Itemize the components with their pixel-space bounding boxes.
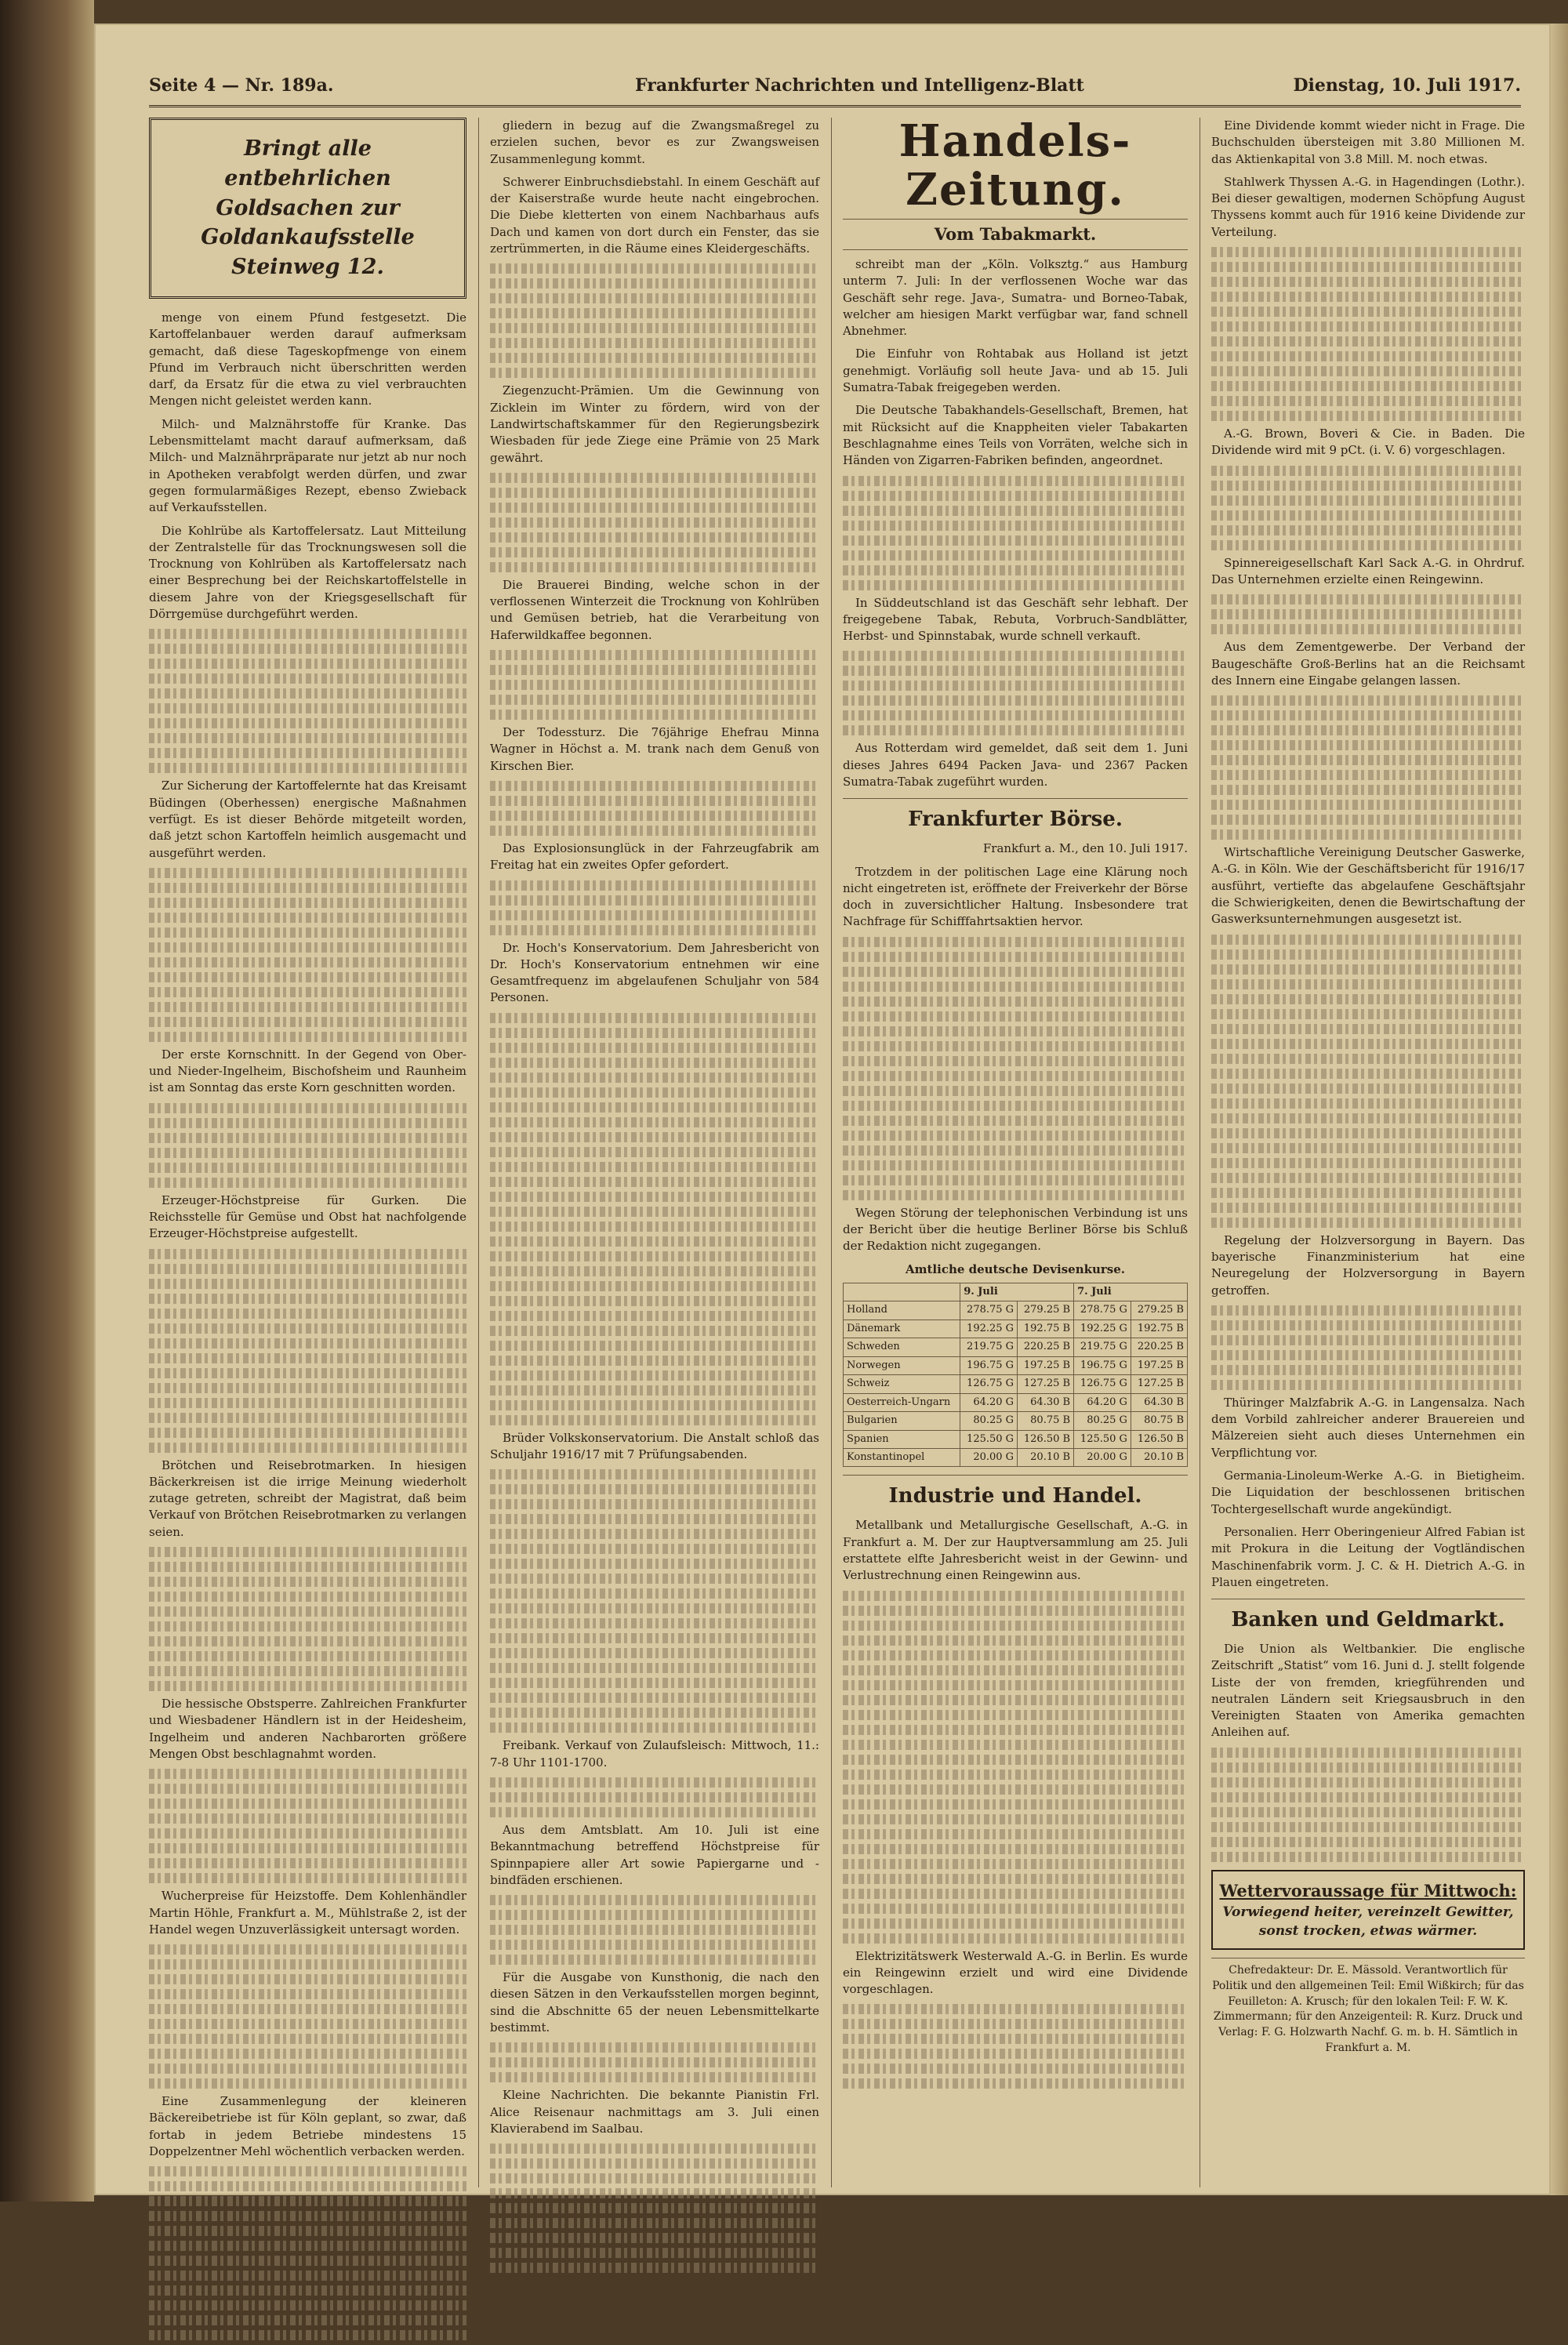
table-header <box>844 1283 960 1301</box>
paragraph: Die Union als Weltbankier. Die englische Zeitschrift „Statist“ vom 16. Juni d. J. stellt folgende Liste der von fremden, kriegführenden und neutralen Ländern seit Kriegsausbruch in den Vereinigten Staaten von Amerika gemachten Anleihen auf. <box>1211 1642 1525 1740</box>
text-filler <box>149 1103 466 1188</box>
text-filler <box>149 1769 466 1883</box>
heading-industrie-und-handel: Industrie und Handel. <box>843 1475 1188 1511</box>
rate-cell: 80.25 G <box>1074 1412 1131 1430</box>
paragraph: Wegen Störung der telephonischen Verbindung ist uns der Bericht über die heutige Berliner Börse bis Schluß der Redaktion nicht zugegangen. <box>843 1205 1188 1254</box>
text-filler <box>149 1249 466 1453</box>
paragraph: In Süddeutschland ist das Geschäft sehr lebhaft. Der freigegebene Tabak, Rebuta, Vorbruch-Sandblätter, Herbst- und Spinnstabak, wurde schnell verkauft. <box>843 595 1188 644</box>
text-filler <box>843 937 1188 1200</box>
rate-cell: 126.75 G <box>960 1375 1018 1393</box>
rate-cell: 196.75 G <box>960 1356 1018 1374</box>
paragraph: Die Kohlrübe als Kartoffelersatz. Laut Mitteilung der Zentralstelle für das Trocknungswesen soll die Trocknung von Kohlrüben als Kartoffelersatz nach einer Besprechung bei der Reichskartoffelstelle in diesem Jahre von der Kriegsgesellschaft für Dörrgemüse durchgeführt werden. <box>149 523 466 622</box>
paragraph: Die hessische Obstsperre. Zahlreichen Frankfurter und Wiesbadener Händlern ist in der Heidesheim, Ingelheim und anderen Nachbarorten größere Mengen Obst beschlagnahmt worden. <box>149 1697 466 1761</box>
paragraph: Die Brauerei Binding, welche schon in der verflossenen Winterzeit die Trocknung von Kohlrüben und Gemüsen betrieb, hat die Verarbeitung von Haferwildkaffee begonnen. <box>490 577 819 642</box>
rate-cell: 80.75 B <box>1131 1412 1187 1430</box>
paragraph: Regelung der Holzversorgung in Bayern. Das bayerische Finanzministerium hat eine Neuregelung der Holzversorgung in Bayern getroffen. <box>1211 1232 1525 1298</box>
table-row <box>844 1356 1188 1374</box>
rate-cell: 20.00 G <box>960 1449 1018 1467</box>
rate-cell: 125.50 G <box>1074 1430 1131 1448</box>
currency-cell: Konstantinopel <box>844 1449 960 1467</box>
book-spine <box>0 0 94 2202</box>
paragraph: Erzeuger-Höchstpreise für Gurken. Die Reichsstelle für Gemüse und Obst hat nachfolgende Erzeuger-Höchstpreise aufgestellt. <box>149 1192 466 1241</box>
rate-cell: 220.25 B <box>1018 1338 1074 1356</box>
paragraph: Der Todessturz. Die 76jährige Ehefrau Minna Wagner in Höchst a. M. trank nach dem Genuß von Kirschen Bier. <box>490 725 819 773</box>
text-filler <box>490 2144 819 2273</box>
rate-cell: 279.25 B <box>1131 1301 1187 1320</box>
rate-cell: 196.75 G <box>1074 1356 1131 1374</box>
currency-cell: Schweden <box>844 1338 960 1356</box>
currency-cell: Norwegen <box>844 1356 960 1374</box>
paragraph: Aus dem Amtsblatt. Am 10. Juli ist eine Bekanntmachung betreffend Höchstpreise für Spinnpapiere aller Art sowie Papiergarne und -bindfäden erschienen. <box>490 1822 819 1887</box>
table-row <box>844 1393 1188 1411</box>
rate-cell: 126.75 G <box>1074 1375 1131 1393</box>
rate-cell: 64.20 G <box>1074 1393 1131 1411</box>
currency-cell: Dänemark <box>844 1320 960 1338</box>
table-row <box>844 1375 1188 1393</box>
table-header: 7. Juli <box>1074 1283 1188 1301</box>
weather-text: Vorwiegend heiter, vereinzelt Gewitter, sonst trocken, etwas wärmer. <box>1222 1904 1514 1939</box>
fx-table-title: Amtliche deutsche Devisenkurse. <box>905 1261 1126 1276</box>
text-filler <box>843 2004 1188 2089</box>
rate-cell: 219.75 G <box>1074 1338 1131 1356</box>
paragraph: Ziegenzucht-Prämien. Um die Gewinnung von Zicklein im Winter zu fördern, wird von der Landwirtschaftskammer für den Regierungsbezirk Wiesbaden für jede Ziege eine Prämie von 25 Mark gewährt. <box>490 383 819 465</box>
rate-cell: 80.75 B <box>1018 1412 1074 1430</box>
currency-cell: Spanien <box>844 1430 960 1448</box>
paragraph: Schwerer Einbruchsdiebstahl. In einem Geschäft auf der Kaiserstraße wurde heute nacht eingebrochen. Die Diebe kletterten von einem Nachbarhaus aufs Dach und kamen von dort durch ein Fenster, das sie zertrümmerten, in die Räume eines Kleidergeschäfts. <box>490 174 819 256</box>
text-filler <box>1211 594 1525 634</box>
boerse-dateline: Frankfurt a. M., den 10. Juli 1917. <box>982 841 1188 856</box>
paragraph: Germania-Linoleum-Werke A.-G. in Bietigheim. Die Liquidation der beschlossenen britischen Tochtergesellschaft wurde angekündigt. <box>1211 1468 1525 1516</box>
header-left: Seite 4 — Nr. 189a. <box>149 75 334 96</box>
heading-frankfurter-boerse: Frankfurter Börse. <box>843 798 1188 834</box>
column-3 <box>843 115 1188 2093</box>
text-filler <box>1211 466 1525 550</box>
paragraph: A.-G. Brown, Boveri & Cie. in Baden. Die Dividende wird mit 9 pCt. (i. V. 6) vorgeschlagen. <box>1211 427 1525 458</box>
paragraph: Brötchen und Reisebrotmarken. In hiesigen Bäckerkreisen ist die irrige Meinung wiederholt zutage getreten, schreibt der Magistrat, daß beim Verkauf von Brötchen Reisebrotmarken zu verlangen seien. <box>149 1457 466 1539</box>
paragraph: Freibank. Verkauf von Zulaufsleisch: Mittwoch, 11.: 7-8 Uhr 1101-1700. <box>490 1738 819 1770</box>
paragraph: Der erste Kornschnitt. In der Gegend von Ober- und Nieder-Ingelheim, Bischofsheim und Raunheim ist am Sonntag das erste Korn geschnitten worden. <box>149 1047 466 1095</box>
rate-cell: 125.50 G <box>960 1430 1018 1448</box>
imprint: Chefredakteur: Dr. E. Mässold. Verantwortlich für Politik und den allgemeinen Teil: Emil Wißkirch; für das Feuilleton: A. Krusch; für den lokalen Teil: F. W. K. Zimmermann; für den Anzeigenteil: R. Kurz. Druck und Verlag: F. G. Holzwarth Nachf. G. m. b. H. Sämtlich in Frankfurt a. M. <box>1211 1958 1525 2056</box>
paragraph: schreibt man der „Köln. Volksztg.“ aus Hamburg unterm 7. Juli: In der verflossenen Woche war das Geschäft sehr rege. Java-, Sumatra- und Borneo-Tabak, welcher am hiesigen Markt verfügbar war, fand schnell Abnehmer. <box>843 257 1188 339</box>
table-row <box>844 1301 1188 1320</box>
rate-cell: 278.75 G <box>960 1301 1018 1320</box>
paragraph: Aus Rotterdam wird gemeldet, daß seit dem 1. Juni dieses Jahres 6494 Packen Java- und 2367 Packen Sumatra-Tabak zugeführt wurden. <box>843 741 1188 790</box>
paragraph: Dr. Hoch's Konservatorium. Dem Jahresbericht von Dr. Hoch's Konservatorium entnehmen wir eine Gesamtfrequenz im abgelaufenen Schuljahr von 584 Personen. <box>490 940 819 1005</box>
paragraph: Die Deutsche Tabakhandels-Gesellschaft, Bremen, hat mit Rücksicht auf die Knappheiten vieler Tabakarten Beschlagnahme eines Teils von Vorräten, welche sich in Händen von Zigarren-Fabriken befinden, angeordnet. <box>843 403 1188 468</box>
rate-cell: 64.30 B <box>1018 1393 1074 1411</box>
text-filler <box>490 2042 819 2082</box>
paragraph: Trotzdem in der politischen Lage eine Klärung noch nicht eingetreten ist, eröffnete der Freiverkehr der Börse doch in zuversichtlicher Haltung. Insbesondere trat Nachfrage für Schifffahrtsaktien hervor. <box>843 864 1188 929</box>
currency-cell: Oesterreich-Ungarn <box>844 1393 960 1411</box>
paragraph: Elektrizitätswerk Westerwald A.-G. in Berlin. Es wurde ein Reingewinn erzielt und wird eine Dividende vorgeschlagen. <box>843 1948 1188 1997</box>
paragraph: Thüringer Malzfabrik A.-G. in Langensalza. Nach dem Vorbild zahlreicher anderer Brauereien und Mälzereien sieht auch dieses Unternehmen ein Verpflichtung vor. <box>1211 1395 1525 1460</box>
rate-cell: 220.25 B <box>1131 1338 1187 1356</box>
rate-cell: 197.25 B <box>1131 1356 1187 1374</box>
text-filler <box>149 629 466 773</box>
rate-cell: 192.75 B <box>1131 1320 1187 1338</box>
paragraph: Brüder Volkskonservatorium. Die Anstalt schloß das Schuljahr 1916/17 mit 7 Prüfungsabenden. <box>490 1430 819 1462</box>
rate-cell: 64.30 B <box>1131 1393 1187 1411</box>
paragraph: Wucherpreise für Heizstoffe. Dem Kohlenhändler Martin Höhle, Frankfurt a. M., Mühlstraße 2, ist der Handel wegen Unzuverlässigkeit untersagt worden. <box>149 1889 466 1937</box>
paragraph: Wirtschaftliche Vereinigung Deutscher Gaswerke, A.-G. in Köln. Wie der Geschäftsbericht für 1916/17 ausführt, vertiefte das abgelaufene Geschäftsjahr die Schwierigkeiten, denen die Bewirtschaftung der Gaswerksunternehmungen ausgesetzt ist. <box>1211 845 1525 927</box>
column-2 <box>490 118 819 2278</box>
table-row <box>844 1412 1188 1430</box>
text-filler <box>490 473 819 572</box>
section-title-handels-zeitung: Handels-Zeitung. <box>898 115 1132 216</box>
paragraph: menge von einem Pfund festgesetzt. Die Kartoffelanbauer werden darauf aufmerksam gemacht, daß diese Tageskopfmenge von einem Pfund im Verbrauch nicht überschritten werden darf, da Ersatz für die etwa zu viel verbrauchten Mengen nicht geleistet werden kann. <box>149 310 466 408</box>
text-filler <box>149 1944 466 2089</box>
table-header: 9. Juli <box>960 1283 1074 1301</box>
paragraph: Personalien. Herr Oberingenieur Alfred Fabian ist mit Prokura in die Leitung der Vogtländischen Maschinenfabrik vorm. J. C. & H. Dietrich A.-G. in Plauen eingetreten. <box>1211 1524 1525 1589</box>
text-filler <box>1211 1305 1525 1390</box>
page-header <box>149 61 1521 107</box>
rate-cell: 278.75 G <box>1074 1301 1131 1320</box>
rate-cell: 279.25 B <box>1018 1301 1074 1320</box>
paragraph: Das Explosionsunglück in der Fahrzeugfabrik am Freitag hat ein zweites Opfer gefordert. <box>490 840 819 873</box>
text-filler <box>1211 247 1525 421</box>
paragraph: Milch- und Malznährstoffe für Kranke. Das Lebensmittelamt macht darauf aufmerksam, daß Milch- und Malznährpräparate nur jetzt ab nur noch in Apotheken verabfolgt werden dürfen, und zwar gegen formularmäßiges Rezept, ebenso Zwieback auf Verkaufsstellen. <box>149 416 466 515</box>
header-right: Dienstag, 10. Juli 1917. <box>1293 75 1521 96</box>
column-1 <box>149 118 466 2345</box>
paragraph: Kleine Nachrichten. Die bekannte Pianistin Frl. Alice Reisenaur nachmittags am 3. Juli einen Klavierabend im Saalbau. <box>490 2088 819 2136</box>
fx-rates-table <box>843 1283 1188 1468</box>
column-rule <box>478 118 479 2187</box>
weather-title: Wettervoraussage für Mittwoch: <box>1219 1880 1517 1900</box>
header-center: Frankfurter Nachrichten und Intelligenz-Blatt <box>635 75 1084 96</box>
text-filler <box>843 476 1188 590</box>
rate-cell: 192.25 G <box>960 1320 1018 1338</box>
paragraph: Metallbank und Metallurgische Gesellschaft, A.-G. in Frankfurt a. M. Der zur Hauptversammlung am 25. Juli erstattete elfte Jahresbericht weist in der Gewinn- und Verlustrechnung einen Reingewinn aus. <box>843 1518 1188 1583</box>
rate-cell: 20.10 B <box>1131 1449 1187 1467</box>
paragraph: Eine Zusammenlegung der kleineren Bäckereibetriebe ist für Köln geplant, so zwar, daß fortab in jedem Betriebe mindestens 15 Doppelzentner Mehl wöchentlich verbacken werden. <box>149 2094 466 2159</box>
rate-cell: 127.25 B <box>1018 1375 1074 1393</box>
currency-cell: Bulgarien <box>844 1412 960 1430</box>
paragraph: Zur Sicherung der Kartoffelernte hat das Kreisamt Büdingen (Oberhessen) energische Maßnahmen verfügt. Es ist dieser Behörde mitgeteilt worden, daß jetzt schon Kartoffeln heimlich ausgemacht und ausgeführt werden. <box>149 779 466 860</box>
weather-box <box>1211 1870 1525 1950</box>
heading-banken-und-geldmarkt: Banken und Geldmarkt. <box>1211 1599 1525 1635</box>
table-row <box>844 1338 1188 1356</box>
text-filler <box>490 650 819 720</box>
text-filler <box>1211 695 1525 840</box>
paragraph: Eine Dividende kommt wieder nicht in Frage. Die Buchschulden übersteigen mit 3.80 Millionen M. das Aktienkapital von 3.8 Mill. M. noch etwas. <box>1211 118 1525 166</box>
paragraph: Stahlwerk Thyssen A.-G. in Hagendingen (Lothr.). Bei dieser gewaltigen, modernen Schöpfung August Thyssens kommt auch für 1916 keine Dividende zur Verteilung. <box>1211 174 1525 239</box>
text-filler <box>490 781 819 836</box>
text-filler <box>1211 935 1525 1228</box>
rate-cell: 192.75 B <box>1018 1320 1074 1338</box>
heading-tabakmarkt: Vom Tabakmarkt. <box>843 219 1188 250</box>
text-filler <box>490 1469 819 1733</box>
rate-cell: 20.00 G <box>1074 1449 1131 1467</box>
rate-cell: 20.10 B <box>1018 1449 1074 1467</box>
rate-cell: 192.25 G <box>1074 1320 1131 1338</box>
newspaper-page <box>94 24 1551 2195</box>
table-row <box>844 1449 1188 1467</box>
paragraph: Spinnereigesellschaft Karl Sack A.-G. in Ohrdruf. Das Unternehmen erzielte einen Reingewinn. <box>1211 555 1525 586</box>
text-filler <box>149 868 466 1042</box>
text-filler <box>1211 1748 1525 1862</box>
rate-cell: 80.25 G <box>960 1412 1018 1430</box>
paragraph: gliedern in bezug auf die Zwangsmaßregel zu erzielen suchen, bevor es zur Zwangsweisen Zusammenlegung kommt. <box>490 118 819 166</box>
table-row <box>844 1430 1188 1448</box>
text-filler <box>490 1777 819 1817</box>
text-filler <box>490 1013 819 1425</box>
currency-cell: Holland <box>844 1301 960 1320</box>
paragraph: Für die Ausgabe von Kunsthonig, die nach den diesen Sätzen in den Verkaufsstellen morgen beginnt, sind die Abschnitte 65 der neuen Lebensmittelkarte bestimmt. <box>490 1970 819 2035</box>
text-filler <box>490 263 819 378</box>
rate-cell: 126.50 B <box>1131 1430 1187 1448</box>
currency-cell: Schweiz <box>844 1375 960 1393</box>
text-filler <box>490 880 819 935</box>
rate-cell: 197.25 B <box>1018 1356 1074 1374</box>
text-filler <box>149 2166 466 2340</box>
text-filler <box>843 651 1188 735</box>
text-filler <box>843 1591 1188 1944</box>
column-rule <box>831 118 832 2187</box>
gold-notice-box: Bringt alle entbehrlichen Goldsachen zur Goldankaufsstelle Steinweg 12. <box>149 118 466 299</box>
paragraph: Die Einfuhr von Rohtabak aus Holland ist jetzt genehmigt. Vorläufig soll heute Java- und ab 15. Juli Sumatra-Tabak freigegeben werden. <box>843 347 1188 395</box>
rate-cell: 64.20 G <box>960 1393 1018 1411</box>
table-row <box>844 1320 1188 1338</box>
paragraph: Aus dem Zementgewerbe. Der Verband der Baugeschäfte Groß-Berlins hat an die Reichsamt des Innern eine Eingabe gelangen lassen. <box>1211 640 1525 688</box>
rate-cell: 219.75 G <box>960 1338 1018 1356</box>
column-4 <box>1211 118 1525 2056</box>
rate-cell: 127.25 B <box>1131 1375 1187 1393</box>
text-filler <box>490 1895 819 1965</box>
text-filler <box>149 1547 466 1691</box>
rate-cell: 126.50 B <box>1018 1430 1074 1448</box>
